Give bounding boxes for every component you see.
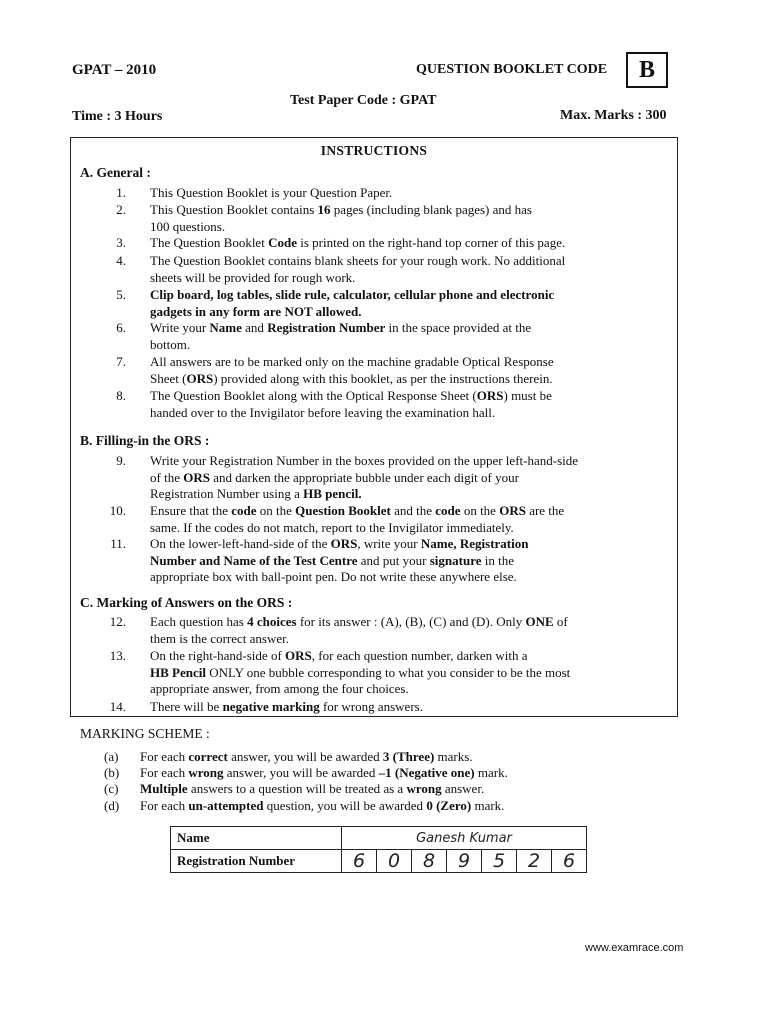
exam-title: GPAT – 2010 [72, 62, 157, 78]
reg-digit-box[interactable]: 6 [552, 850, 587, 873]
reg-digit-box[interactable]: 8 [412, 850, 447, 873]
reg-digit-box[interactable]: 6 [342, 850, 377, 873]
reg-digit-box[interactable]: 2 [517, 850, 552, 873]
booklet-code: B [626, 52, 668, 88]
section-b-heading: B. Filling-in the ORS : [80, 433, 210, 448]
marking-scheme-title: MARKING SCHEME : [80, 726, 210, 741]
instructions-title: INSTRUCTIONS [320, 143, 428, 158]
name-field[interactable]: Ganesh Kumar [342, 827, 587, 850]
registration-label: Registration Number [171, 850, 342, 873]
name-label: Name [171, 827, 342, 850]
section-c-heading: C. Marking of Answers on the ORS : [80, 595, 293, 610]
max-marks: Max. Marks : 300 [560, 108, 667, 123]
footer-url[interactable]: www.examrace.com [585, 942, 684, 954]
item-number: 1. [116, 185, 126, 200]
reg-digit-box[interactable]: 0 [377, 850, 412, 873]
candidate-details-table [170, 826, 587, 873]
reg-digit-box[interactable]: 9 [447, 850, 482, 873]
section-a-heading: A. General : [80, 165, 151, 180]
reg-digit-box[interactable]: 5 [482, 850, 517, 873]
time-label: Time : 3 Hours [72, 109, 163, 124]
test-paper-code: Test Paper Code : GPAT [290, 93, 437, 108]
booklet-code-label: QUESTION BOOKLET CODE [416, 62, 608, 77]
